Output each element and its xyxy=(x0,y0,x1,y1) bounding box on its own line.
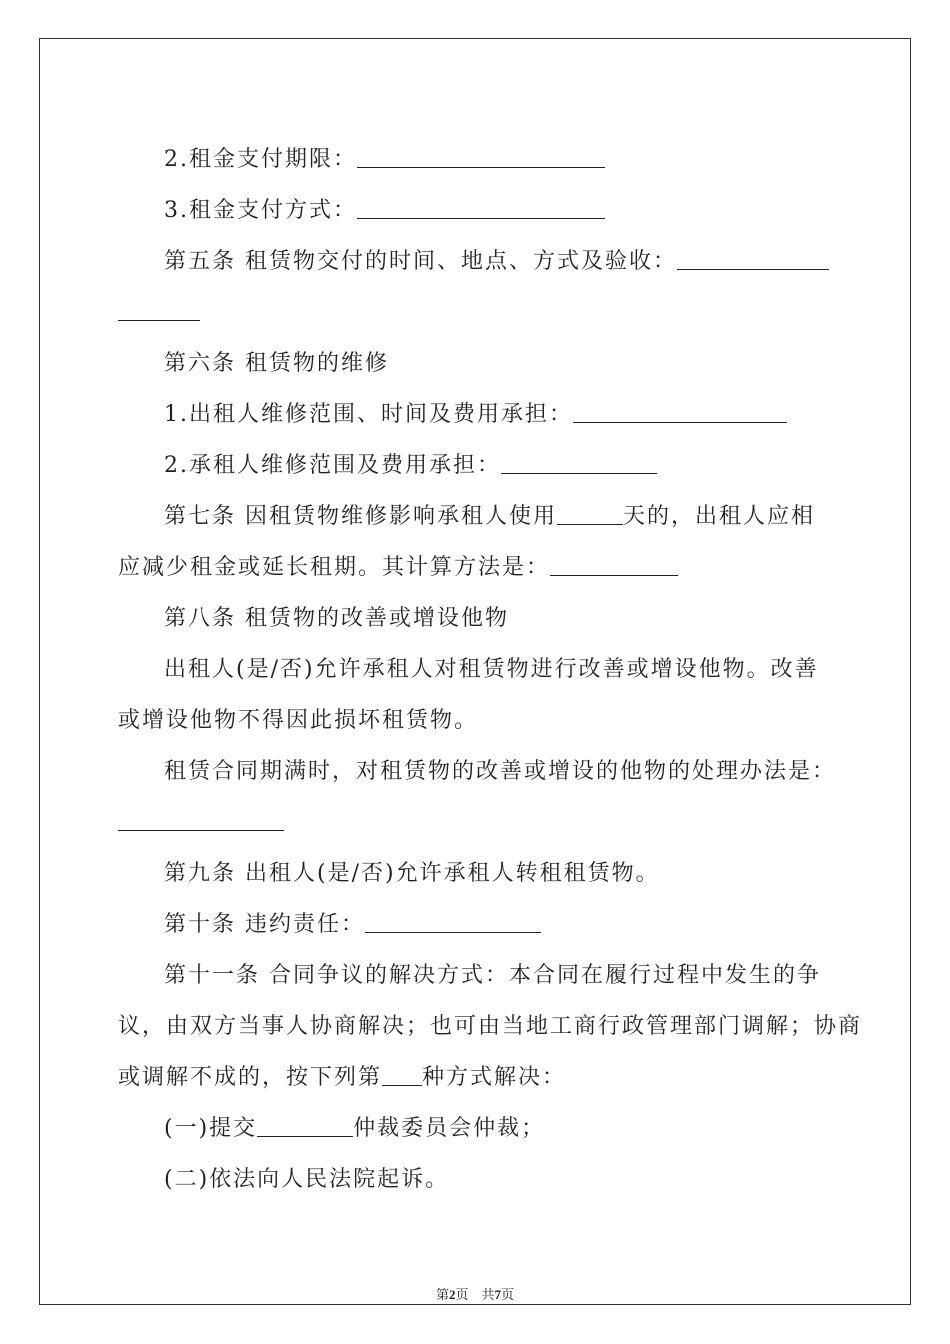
document-page xyxy=(39,38,911,1305)
total-page-count: 7 xyxy=(494,1287,501,1302)
article-9-line: 第九条 出租人(是/否)允许承租人转租租赁物。 xyxy=(164,861,660,886)
rent-payment-period-line: 2.租金支付期限： xyxy=(118,134,838,185)
fill-blank xyxy=(573,398,787,423)
article-8-heading: 第八条 租赁物的改善或增设他物 xyxy=(164,606,509,631)
fill-blank xyxy=(257,1112,353,1137)
document-body xyxy=(118,134,863,1205)
article-7-continuation-line: 应减少租金或延长租期。其计算方法是： xyxy=(118,542,838,593)
improvement-permission-continuation-line: 或增设他物不得因此损坏租赁物。 xyxy=(118,708,479,733)
article-10-line: 第十条 违约责任： xyxy=(118,899,838,950)
article-11-continuation-line: 议，由双方当事人协商解决；也可由当地工商行政管理部门调解；协商 xyxy=(118,1014,863,1039)
improvement-permission-line: 出租人(是/否)允许承租人对租赁物进行改善或增设他物。改善 xyxy=(164,657,819,682)
article-11-choice-line: 或调解不成的，按下列第 种方式解决： xyxy=(118,1052,838,1103)
arbitration-option-line: (一)提交 仲裁委员会仲裁； xyxy=(118,1103,838,1154)
fill-blank xyxy=(357,194,605,219)
litigation-option-line: (二)依法向人民法院起诉。 xyxy=(164,1167,450,1192)
article-5-continuation-line xyxy=(118,287,838,338)
current-page-number: 2 xyxy=(448,1287,456,1302)
article-5-line: 第五条 租赁物交付的时间、地点、方式及验收： xyxy=(118,236,838,287)
fill-blank xyxy=(118,296,200,321)
fill-blank xyxy=(550,551,678,576)
article-11-line: 第十一条 合同争议的解决方式：本合同在履行过程中发生的争 xyxy=(164,963,821,988)
article-6-heading: 第六条 租赁物的维修 xyxy=(164,351,389,376)
lessor-maintenance-line: 1.出租人维修范围、时间及费用承担： xyxy=(118,389,838,440)
article-7-line: 第七条 因租赁物维修影响承租人使用 天的，出租人应相 xyxy=(118,491,838,542)
lease-expiry-line: 租赁合同期满时，对租赁物的改善或增设的他物的处理办法是： xyxy=(164,759,837,784)
fill-blank xyxy=(557,500,623,525)
fill-blank xyxy=(382,1061,422,1086)
lease-expiry-blank-line xyxy=(118,797,838,848)
fill-blank xyxy=(118,806,284,831)
page-footer: 第2页 共7页 xyxy=(435,1287,515,1302)
fill-blank xyxy=(677,245,829,270)
lessee-maintenance-line: 2.承租人维修范围及费用承担： xyxy=(118,440,838,491)
rent-payment-method-line: 3.租金支付方式： xyxy=(118,185,838,236)
fill-blank xyxy=(501,449,657,474)
fill-blank xyxy=(357,143,605,168)
fill-blank xyxy=(365,908,541,933)
